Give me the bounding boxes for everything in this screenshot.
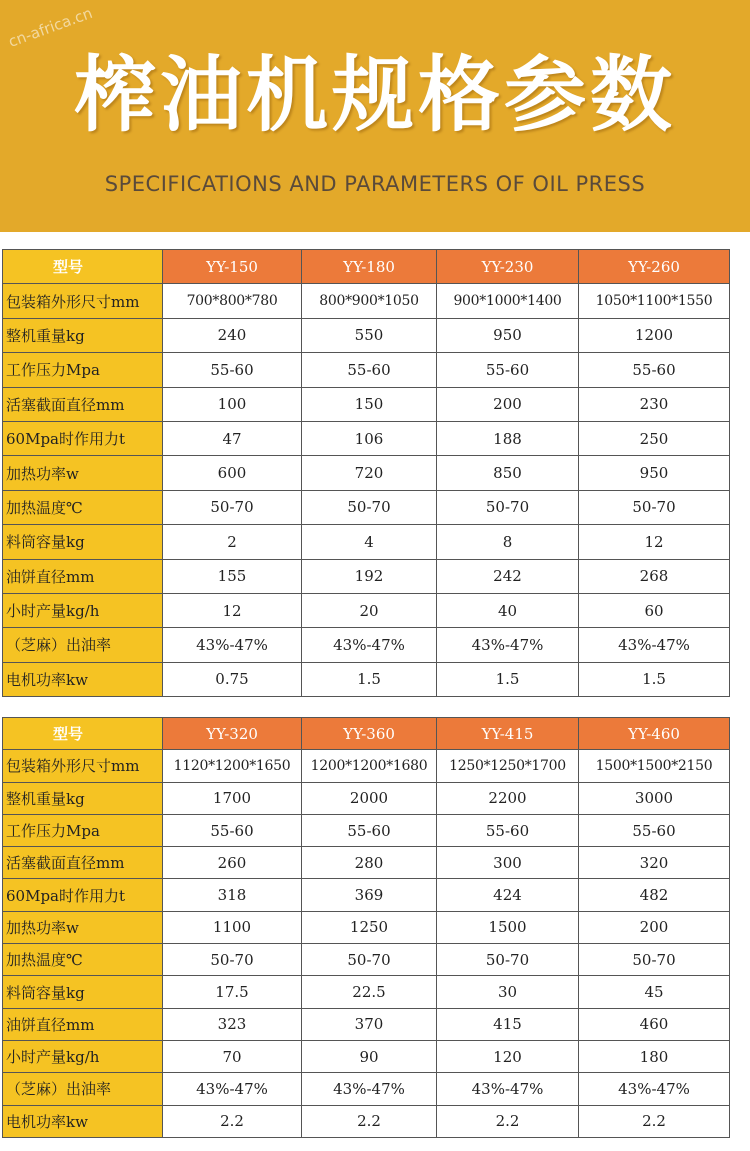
table-cell: 17.5: [163, 976, 302, 1008]
table-cell: 1100: [163, 911, 302, 943]
table-cell: 155: [163, 559, 302, 593]
row-label: 料筒容量kg: [3, 525, 163, 559]
table-cell: 268: [579, 559, 730, 593]
table-cell: 50-70: [302, 490, 437, 524]
table-cell: 2.2: [163, 1105, 302, 1137]
table-cell: 240: [163, 318, 302, 352]
table-cell: 260: [163, 847, 302, 879]
row-label: 整机重量kg: [3, 782, 163, 814]
row-label: （芝麻）出油率: [3, 1073, 163, 1105]
table-cell: 30: [437, 976, 579, 1008]
table-row: [3, 879, 730, 911]
table-row: [3, 911, 730, 943]
table-cell: 43%-47%: [437, 628, 579, 662]
table-row: [3, 1105, 730, 1137]
table-cell: 50-70: [163, 944, 302, 976]
table-cell: 2.2: [437, 1105, 579, 1137]
table-cell: 43%-47%: [163, 1073, 302, 1105]
table-cell: 55-60: [579, 353, 730, 387]
table-cell: 1250: [302, 911, 437, 943]
table-row: [3, 387, 730, 421]
spec-table-2: [2, 717, 730, 1138]
table-cell: 600: [163, 456, 302, 490]
table-cell: 43%-47%: [302, 628, 437, 662]
table-cell: 100: [163, 387, 302, 421]
table-cell: 50-70: [302, 944, 437, 976]
table-cell: 55-60: [163, 814, 302, 846]
row-label: 加热功率w: [3, 456, 163, 490]
table-cell: 1200*1200*1680: [302, 750, 437, 782]
table-cell: 700*800*780: [163, 284, 302, 318]
table-cell: 20: [302, 593, 437, 627]
table-cell: 55-60: [163, 353, 302, 387]
model-header: YY-360: [302, 718, 437, 750]
table-cell: 415: [437, 1008, 579, 1040]
table-cell: 1500*1500*2150: [579, 750, 730, 782]
table-cell: 320: [579, 847, 730, 879]
table-row: [3, 593, 730, 627]
table-cell: 2.2: [579, 1105, 730, 1137]
table-row: [3, 847, 730, 879]
table-cell: 47: [163, 421, 302, 455]
row-label: 活塞截面直径mm: [3, 387, 163, 421]
row-label: 包装箱外形尺寸mm: [3, 284, 163, 318]
table-row: [3, 353, 730, 387]
model-header: YY-320: [163, 718, 302, 750]
table-cell: 12: [579, 525, 730, 559]
table-cell: 55-60: [302, 353, 437, 387]
table-cell: 1120*1200*1650: [163, 750, 302, 782]
table-cell: 950: [437, 318, 579, 352]
table-cell: 45: [579, 976, 730, 1008]
page-subtitle: SPECIFICATIONS AND PARAMETERS OF OIL PRESS: [104, 172, 646, 196]
table-cell: 369: [302, 879, 437, 911]
table-cell: 550: [302, 318, 437, 352]
table-cell: 280: [302, 847, 437, 879]
table-cell: 900*1000*1400: [437, 284, 579, 318]
watermark: cn-africa.cn: [6, 3, 95, 51]
table-cell: 200: [437, 387, 579, 421]
table-cell: 90: [302, 1040, 437, 1072]
header-banner: [0, 0, 750, 232]
table-cell: 1250*1250*1700: [437, 750, 579, 782]
model-header: YY-415: [437, 718, 579, 750]
table-cell: 192: [302, 559, 437, 593]
table-cell: 4: [302, 525, 437, 559]
table-cell: 55-60: [437, 814, 579, 846]
table-row: [3, 490, 730, 524]
table-row: [3, 814, 730, 846]
table-row: [3, 421, 730, 455]
row-label: 油饼直径mm: [3, 1008, 163, 1040]
row-label: 小时产量kg/h: [3, 593, 163, 627]
table-cell: 50-70: [437, 944, 579, 976]
table-cell: 55-60: [437, 353, 579, 387]
table-row: [3, 456, 730, 490]
table-cell: 323: [163, 1008, 302, 1040]
table-cell: 55-60: [579, 814, 730, 846]
row-label: 工作压力Mpa: [3, 814, 163, 846]
spec-table-1: [2, 249, 730, 697]
table-cell: 43%-47%: [302, 1073, 437, 1105]
table-cell: 50-70: [437, 490, 579, 524]
table-row: [3, 782, 730, 814]
row-label: 加热功率w: [3, 911, 163, 943]
table-cell: 40: [437, 593, 579, 627]
table-cell: 1.5: [437, 662, 579, 696]
row-label: 油饼直径mm: [3, 559, 163, 593]
table-cell: 50-70: [579, 490, 730, 524]
table-cell: 0.75: [163, 662, 302, 696]
table-cell: 150: [302, 387, 437, 421]
table-cell: 120: [437, 1040, 579, 1072]
table-header-row: [3, 718, 730, 750]
row-label: 工作压力Mpa: [3, 353, 163, 387]
table-cell: 800*900*1050: [302, 284, 437, 318]
table-cell: 2.2: [302, 1105, 437, 1137]
row-label: 60Mpa时作用力t: [3, 421, 163, 455]
model-header: YY-150: [163, 250, 302, 284]
table-cell: 1.5: [302, 662, 437, 696]
table-cell: 720: [302, 456, 437, 490]
model-header: YY-180: [302, 250, 437, 284]
table-row: [3, 750, 730, 782]
table-cell: 180: [579, 1040, 730, 1072]
table-cell: 8: [437, 525, 579, 559]
table-cell: 250: [579, 421, 730, 455]
table-row: [3, 525, 730, 559]
table-cell: 370: [302, 1008, 437, 1040]
row-label: 整机重量kg: [3, 318, 163, 352]
row-label: 型号: [3, 718, 163, 750]
row-label: 料筒容量kg: [3, 976, 163, 1008]
table-header-row: [3, 250, 730, 284]
row-label: （芝麻）出油率: [3, 628, 163, 662]
table-row: [3, 318, 730, 352]
table-cell: 70: [163, 1040, 302, 1072]
spec-table-body: [3, 250, 730, 697]
table-cell: 22.5: [302, 976, 437, 1008]
table-cell: 1200: [579, 318, 730, 352]
table-row: [3, 559, 730, 593]
table-cell: 50-70: [579, 944, 730, 976]
table-cell: 3000: [579, 782, 730, 814]
table-cell: 242: [437, 559, 579, 593]
table-cell: 460: [579, 1008, 730, 1040]
table-row: [3, 662, 730, 696]
table-cell: 200: [579, 911, 730, 943]
table-cell: 1050*1100*1550: [579, 284, 730, 318]
table-cell: 850: [437, 456, 579, 490]
table-cell: 55-60: [302, 814, 437, 846]
model-header: YY-460: [579, 718, 730, 750]
table-cell: 12: [163, 593, 302, 627]
table-cell: 50-70: [163, 490, 302, 524]
table-cell: 43%-47%: [437, 1073, 579, 1105]
table-cell: 1.5: [579, 662, 730, 696]
table-cell: 188: [437, 421, 579, 455]
table-row: [3, 1008, 730, 1040]
row-label: 电机功率kw: [3, 662, 163, 696]
row-label: 活塞截面直径mm: [3, 847, 163, 879]
table-cell: 60: [579, 593, 730, 627]
table-cell: 424: [437, 879, 579, 911]
model-header: YY-260: [579, 250, 730, 284]
table-cell: 43%-47%: [579, 628, 730, 662]
table-cell: 43%-47%: [163, 628, 302, 662]
table-cell: 318: [163, 879, 302, 911]
table-row: [3, 944, 730, 976]
table-row: [3, 628, 730, 662]
model-header: YY-230: [437, 250, 579, 284]
table-cell: 106: [302, 421, 437, 455]
table-cell: 300: [437, 847, 579, 879]
table-cell: 482: [579, 879, 730, 911]
table-cell: 230: [579, 387, 730, 421]
spec-table-body: [3, 718, 730, 1138]
table-cell: 2200: [437, 782, 579, 814]
row-label: 加热温度℃: [3, 490, 163, 524]
table-row: [3, 284, 730, 318]
row-label: 电机功率kw: [3, 1105, 163, 1137]
row-label: 小时产量kg/h: [3, 1040, 163, 1072]
table-cell: 950: [579, 456, 730, 490]
table-cell: 43%-47%: [579, 1073, 730, 1105]
table-row: [3, 1073, 730, 1105]
row-label: 包装箱外形尺寸mm: [3, 750, 163, 782]
table-row: [3, 976, 730, 1008]
page-title: 榨油机规格参数: [73, 47, 676, 143]
table-cell: 2: [163, 525, 302, 559]
row-label: 型号: [3, 250, 163, 284]
row-label: 加热温度℃: [3, 944, 163, 976]
table-cell: 1500: [437, 911, 579, 943]
row-label: 60Mpa时作用力t: [3, 879, 163, 911]
table-cell: 1700: [163, 782, 302, 814]
table-row: [3, 1040, 730, 1072]
table-cell: 2000: [302, 782, 437, 814]
